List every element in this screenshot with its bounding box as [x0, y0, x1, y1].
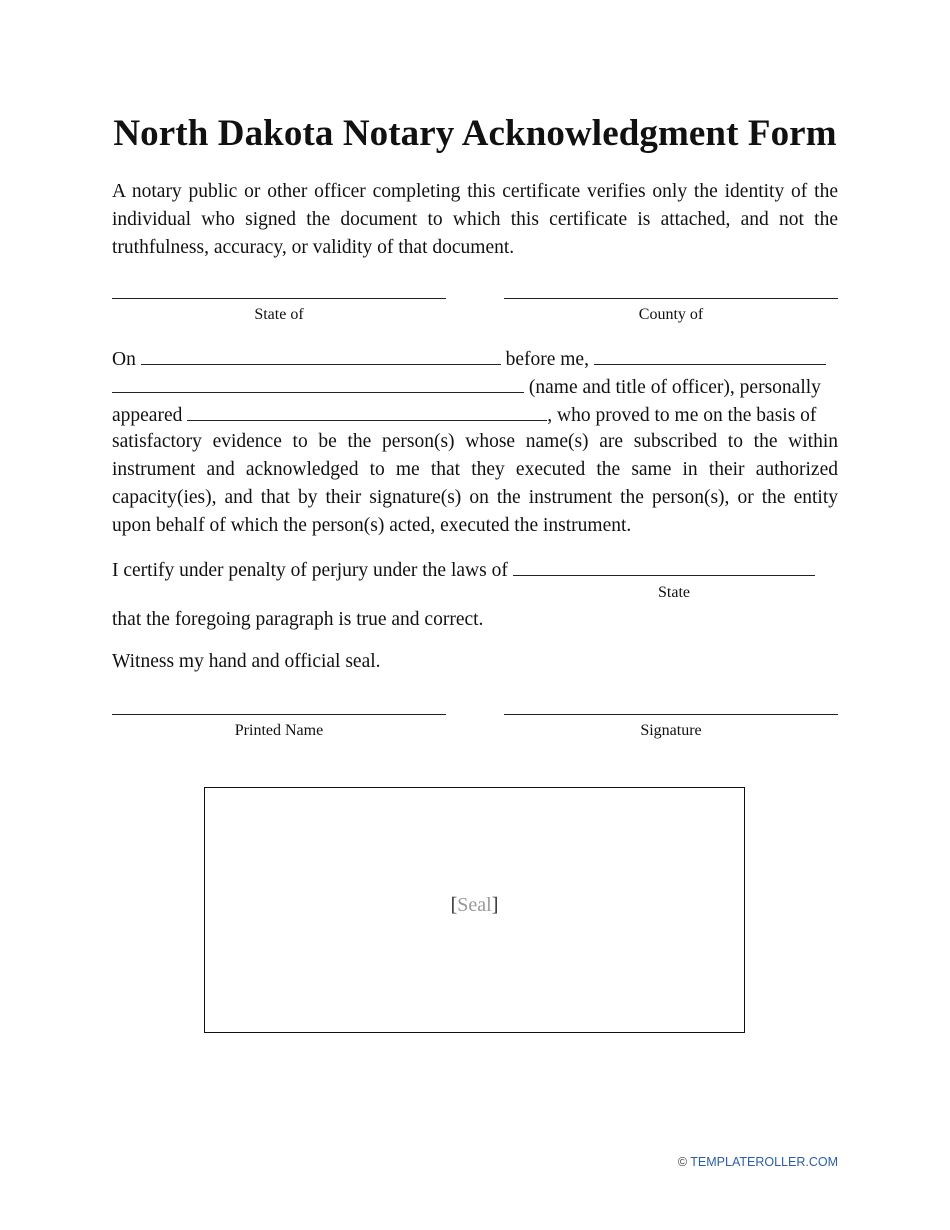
signature-field[interactable]: [504, 714, 838, 715]
acknowledgment-body: satisfactory evidence to be the person(s) whose name(s) are subscribed to the within instrument and acknowledged to me that they executed the same in their authorized capacity(ies), and that by their signature(s) on the instrument the person(s), or the entity upon behalf of which the person(s) acted, executed the instrument.: [112, 431, 838, 536]
page-title: North Dakota Notary Acknowledgment Form: [113, 113, 837, 154]
intro-paragraph: A notary public or other officer completing this certificate verifies only the identity of the individual who signed the document to which this certificate is attached, and not the truthfulness, accuracy, or validity of that document.: [112, 181, 838, 258]
proved-label: , who proved to me on the basis of: [547, 405, 817, 426]
seal-open-bracket: [: [450, 894, 458, 916]
certify-text: I certify under penalty of perjury under the laws of: [112, 560, 508, 581]
appeared-label: appeared: [112, 405, 183, 426]
officer-name-field[interactable]: [594, 344, 826, 365]
signature-caption: Signature: [640, 722, 702, 739]
certify-state-field[interactable]: [513, 555, 815, 576]
certify-row: [112, 555, 838, 585]
ack-row-date: [112, 344, 838, 374]
seal-word: Seal: [457, 894, 492, 916]
seal-label: [205, 894, 744, 917]
state-of-field[interactable]: [112, 298, 446, 299]
certify-state-caption: State: [658, 584, 690, 601]
county-of-field[interactable]: [504, 298, 838, 299]
ack-row-officer: [112, 372, 838, 402]
footer-brand-link[interactable]: [678, 1155, 838, 1169]
on-label: On: [112, 349, 136, 370]
signer-name-field[interactable]: [187, 400, 547, 421]
date-field[interactable]: [141, 344, 501, 365]
state-of-caption: State of: [254, 306, 304, 323]
witness-text: Witness my hand and official seal.: [112, 651, 381, 672]
ack-row-appeared: [112, 400, 838, 430]
footer-brand: TEMPLATEROLLER.COM: [690, 1155, 838, 1169]
seal-box: [204, 787, 745, 1033]
printed-name-caption: Printed Name: [234, 722, 324, 739]
officer-label: (name and title of officer), personally: [528, 377, 821, 398]
certify-continuation: that the foregoing paragraph is true and correct.: [112, 609, 484, 630]
printed-name-field[interactable]: [112, 714, 446, 715]
copyright-symbol: ©: [677, 1155, 688, 1169]
county-of-caption: County of: [638, 306, 704, 323]
before-me-label: before me,: [505, 349, 589, 370]
officer-title-field[interactable]: [112, 372, 524, 393]
seal-close-bracket: ]: [491, 894, 499, 916]
